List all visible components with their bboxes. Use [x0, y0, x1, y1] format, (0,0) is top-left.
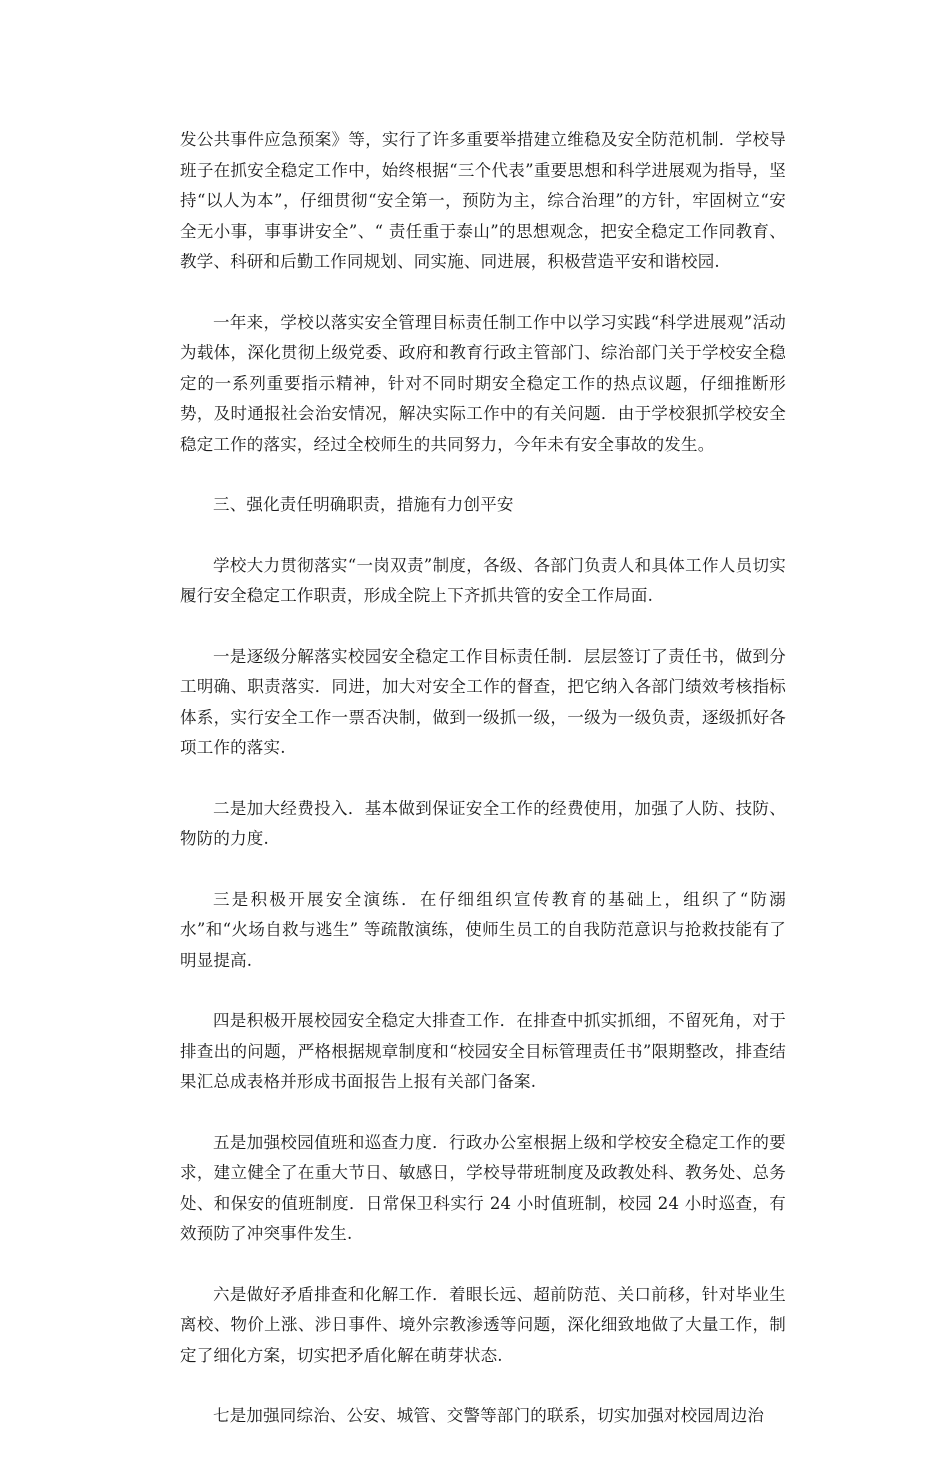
document-body	[180, 125, 786, 1462]
paragraph-8: 五是加强校园值班和巡查力度．行政办公室根据上级和学校安全稳定工作的要求，建立健全了在重大节日、敏感日，学校导带班制度及政教处科、教务处、总务处、和保安的值班制度．日常保卫科实行 24 小时值班制，校园 24 小时巡查，有效预防了冲突事件发生.	[180, 1132, 786, 1243]
paragraph-7: 四是积极开展校园安全稳定大排查工作．在排查中抓实抓细，不留死角，对于排查出的问题，严格根据规章制度和“校园安全目标管理责任书”限期整改，排查结果汇总成表格并形成书面报告上报有关部门备案.	[180, 1011, 786, 1091]
paragraph-9: 六是做好矛盾排查和化解工作．着眼长远、超前防范、关口前移，针对毕业生离校、物价上涨、涉日事件、境外宗教渗透等问题，深化细致地做了大量工作，制定了细化方案，切实把矛盾化解在萌芽状态.	[180, 1284, 786, 1365]
paragraph-10: 七是加强同综治、公安、城管、交警等部门的联系，切实加强对校园周边治	[213, 1406, 765, 1425]
section-heading: 三、强化责任明确职责，措施有力创平安	[213, 495, 514, 514]
paragraph-3: 学校大力贯彻落实“一岗双责”制度，各级、各部门负责人和具体工作人员切实履行安全稳定工作职责，形成全院上下齐抓共管的安全工作局面.	[180, 555, 786, 605]
paragraph-5: 二是加大经费投入．基本做到保证安全工作的经费使用，加强了人防、技防、物防的力度.	[180, 798, 786, 848]
paragraph-4: 一是逐级分解落实校园安全稳定工作目标责任制．层层签订了责任书，做到分工明确、职责落实．同进，加大对安全工作的督查，把它纳入各部门绩效考核指标体系，实行安全工作一票否决制，做到一级抓一级，一级为一级负责，逐级抓好各项工作的落实.	[180, 646, 786, 757]
paragraph-6: 三是积极开展安全演练．在仔细组织宣传教育的基础上，组织了“防溺水”和“火场自救与逃生” 等疏散演练，使师生员工的自我防范意识与抢救技能有了明显提高.	[180, 889, 786, 970]
paragraph-1: 发公共事件应急预案》等，实行了许多重要举措建立维稳及安全防范机制．学校导班子在抓安全稳定工作中，始终根据“三个代表”重要思想和科学进展观为指导，坚持“以人为本”，仔细贯彻“安全第一，预防为主，综合治理”的方针，牢固树立“安全无小事，事事讲安全”、“ 责任重于泰山”的思想观念，把安全稳定工作同教育、教学、科研和后勤工作同规划、同实施、同进展，积极营造平安和谐校园.	[180, 130, 786, 271]
paragraph-2: 一年来，学校以落实安全管理目标责任制工作中以学习实践“科学进展观”活动为载体，深化贯彻上级党委、政府和教育行政主管部门、综治部门关于学校安全稳定的一系列重要指示精神，针对不同时期安全稳定工作的热点议题，仔细推断形势，及时通报社会治安情况，解决实际工作中的有关问题．由于学校狠抓学校安全稳定工作的落实，经过全校师生的共同努力，今年未有安全事故的发生。	[180, 312, 786, 454]
